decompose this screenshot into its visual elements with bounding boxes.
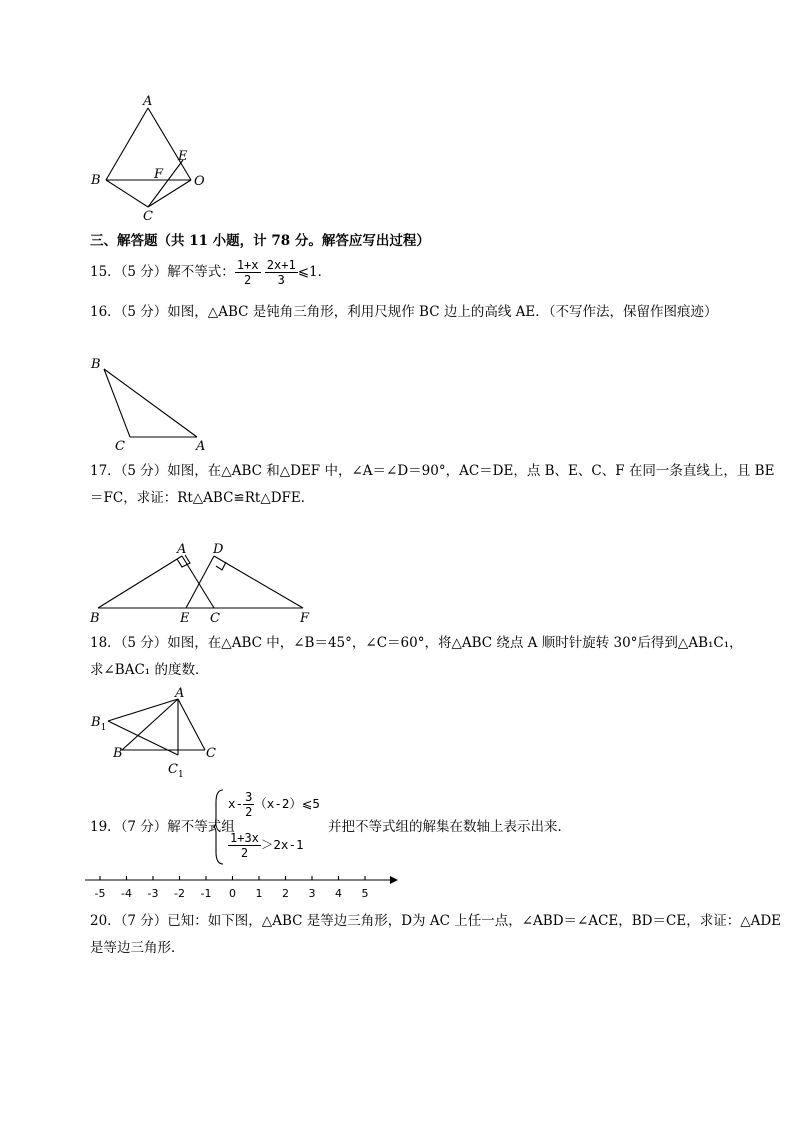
fig14-label-a: A: [143, 94, 153, 109]
q19-inequality-2: $\frac{1+3x}{2}$ ＞2x-1: [230, 831, 304, 860]
fig16-label-b: B: [91, 357, 101, 372]
fig18-label-c: C: [206, 746, 216, 761]
fig14-label-f: F: [154, 167, 164, 182]
question-20-line1: 20．（7 分）已知：如下图，△ABC 是等边三角形，D为 AC 上任一点，∠ABD＝∠ACE，BD＝CE，求证：△ADE: [90, 913, 782, 929]
q19-brace: [213, 788, 225, 866]
question-15: [90, 258, 331, 287]
number-line-label: -2: [174, 887, 185, 900]
figure-q18: [85, 685, 235, 780]
fig17-label-e: E: [180, 611, 190, 626]
number-line-label: 1: [255, 887, 263, 900]
number-line-label: -5: [94, 887, 106, 900]
fig17-label-c: C: [210, 611, 220, 626]
fig17-label-a: A: [177, 542, 187, 557]
number-line-label: -4: [121, 887, 132, 900]
number-line-label: 2: [282, 887, 289, 900]
number-line: [85, 870, 405, 905]
figure-q14: [80, 90, 220, 225]
fig16-label-c: C: [115, 439, 125, 454]
fig16-label-a: A: [196, 439, 206, 454]
fig17-label-f: F: [300, 611, 310, 626]
q19-suffix: 并把不等式组的解集在数轴上表示出来．: [328, 819, 571, 835]
number-line-label: 5: [361, 887, 369, 900]
number-line-label: 3: [308, 887, 316, 900]
question-18-line1: 18．（5 分）如图，在△ABC 中，∠B＝45°，∠C＝60°，将△ABC 绕点 A 顺时针旋转 30°后得到△AB₁C₁，: [90, 635, 743, 651]
number-line-label: -1: [200, 887, 212, 900]
figure-q17: [85, 535, 325, 630]
q15-suffix: ⩽1．: [297, 264, 332, 280]
q15-fraction-2: $\frac{2x+1}{3}$: [266, 258, 296, 287]
fig17-label-d: D: [213, 542, 224, 557]
figure-q16: [85, 350, 215, 455]
question-20-line2: 是等边三角形．: [90, 940, 185, 956]
fig18-label-b: B: [113, 746, 123, 761]
fig14-label-b: B: [91, 173, 101, 188]
question-17-line2: ＝FC，求证：Rt△ABC≌Rt△DFE．: [90, 490, 315, 506]
question-16: 16．（5 分）如图，△ABC 是钝角三角形，利用尺规作 BC 边上的高线 AE．（不写作法，保留作图痕迹）: [90, 304, 718, 320]
q15-fraction-1: $\frac{1+x}{2}$: [236, 258, 259, 287]
question-19-prefix: 19．（7 分）解不等式组: [90, 819, 235, 835]
fig17-label-b: B: [90, 611, 100, 626]
question-18-line2: 求∠BAC₁ 的度数．: [90, 662, 209, 678]
number-line-label: 0: [229, 887, 236, 900]
fig14-label-o: O: [194, 174, 205, 189]
fig14-label-e: E: [178, 149, 188, 164]
fig18-label-b1: $B_1$: [91, 715, 107, 733]
number-line-label: 4: [335, 887, 342, 900]
fig14-label-c: C: [143, 209, 153, 224]
fig18-label-c1: $C_1$: [168, 762, 184, 780]
section-heading: 三、解答题（共 11 小题，计 78 分。解答应写出过程）: [90, 233, 430, 249]
q19-inequality-1: x- $\frac{3}{2}$ （x-2）⩽5: [228, 790, 320, 819]
fig18-label-a: A: [175, 686, 185, 701]
arrow-right-icon: [390, 876, 398, 884]
question-17-line1: 17．（5 分）如图，在△ABC 和△DEF 中，∠A＝∠D＝90°，AC＝DE，点 B、E、C、F 在同一条直线上，且 BE: [90, 463, 775, 479]
number-line-label: -3: [147, 887, 159, 900]
q15-prefix: 15．（5 分）解不等式：: [90, 264, 235, 280]
